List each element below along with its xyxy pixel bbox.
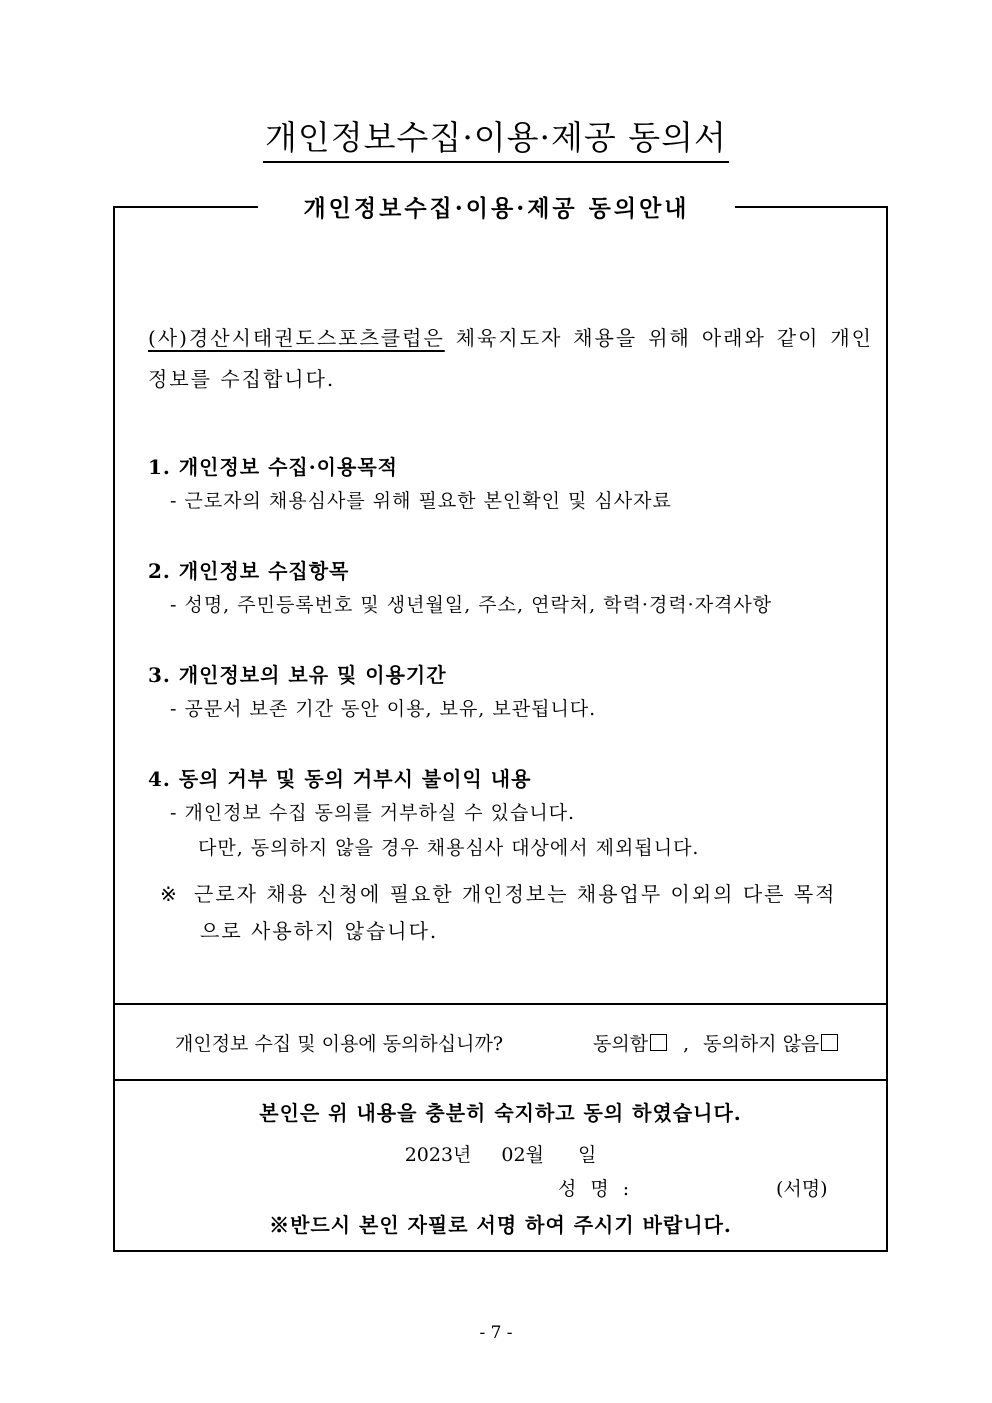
- disagree-label: 동의하지 않음: [703, 1033, 820, 1055]
- option-separator: ,: [683, 1033, 690, 1055]
- agree-label: 동의함: [593, 1033, 649, 1055]
- date-month: 02월: [501, 1144, 544, 1166]
- document-title: [0, 112, 992, 159]
- section-title: 4. 동의 거부 및 동의 거부시 불이익 내용: [148, 767, 532, 791]
- date-day: 일: [577, 1144, 597, 1166]
- reference-mark: ※: [160, 882, 179, 906]
- section-items: [148, 554, 873, 622]
- note-line-2: 으로 사용하지 않습니다.: [200, 919, 439, 943]
- section-retention: [148, 658, 873, 726]
- consent-options: [593, 1029, 838, 1056]
- section-title: 3. 개인정보의 보유 및 이용기간: [148, 663, 447, 687]
- intro-text: 체육지도자 채용을 위해 아래와 같이 개인정보를 수집합니다.: [148, 326, 873, 391]
- page-number: - 7 -: [479, 1323, 513, 1343]
- section-purpose: [148, 450, 873, 518]
- box-subtitle: 개인정보수집·이용·제공 동의안내: [303, 195, 690, 222]
- signature-mark: (서명): [776, 1178, 828, 1200]
- date-year: 2023년: [404, 1144, 472, 1166]
- section-title: 1. 개인정보 수집·이용목적: [148, 455, 398, 479]
- section-refusal: [148, 762, 873, 866]
- divider: [113, 1079, 888, 1081]
- confirmation-text: 본인은 위 내용을 충분히 숙지하고 동의 하였습니다.: [259, 1101, 742, 1125]
- signature-warning: ※반드시 본인 자필로 서명 하여 주시기 바랍니다.: [269, 1213, 732, 1237]
- intro-paragraph: [148, 318, 873, 400]
- box-top-border-right: [735, 206, 888, 208]
- agree-checkbox[interactable]: [650, 1034, 667, 1051]
- signature-label: 성 명 :: [558, 1178, 634, 1200]
- section-continuation: 다만, 동의하지 않을 경우 채용심사 대상에서 제외됩니다.: [198, 837, 700, 859]
- consent-question: 개인정보 수집 및 이용에 동의하십니까?: [175, 1033, 504, 1055]
- guide-content: [148, 318, 873, 866]
- section-line: - 개인정보 수집 동의를 거부하실 수 있습니다.: [170, 802, 576, 824]
- organization-name: (사)경산시태권도스포츠클럽은: [148, 326, 445, 350]
- section-line: - 성명, 주민등록번호 및 생년월일, 주소, 연락처, 학력·경력·자격사항: [170, 594, 773, 616]
- document-title-text: 개인정보수집·이용·제공 동의서: [263, 118, 729, 163]
- disagree-checkbox[interactable]: [821, 1034, 838, 1051]
- section-line: - 공문서 보존 기간 동안 이용, 보유, 보관됩니다.: [170, 698, 597, 720]
- section-line: - 근로자의 채용심사를 위해 필요한 본인확인 및 심사자료: [170, 490, 672, 512]
- consent-row: [113, 1005, 888, 1079]
- note-line-1: 근로자 채용 신청에 필요한 개인정보는 채용업무 이외의 다른 목적: [194, 882, 837, 906]
- section-title: 2. 개인정보 수집항목: [148, 559, 350, 583]
- note-paragraph: [160, 876, 873, 950]
- box-top-border-left: [113, 206, 258, 208]
- date-line: [113, 1140, 888, 1167]
